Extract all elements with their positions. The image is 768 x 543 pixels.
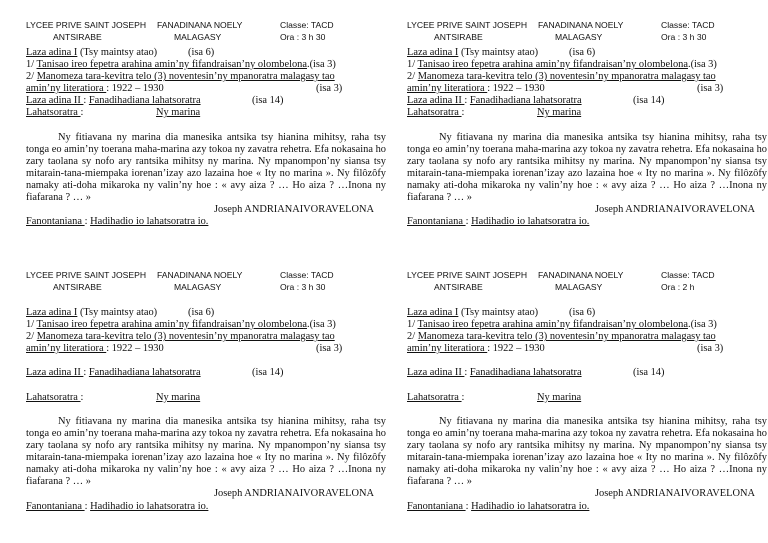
- exam-sheet-1: [26, 19, 386, 228]
- exam-name: FANADINANA NOELY: [538, 20, 624, 30]
- question-1: 1/ Tanisao ireo fepetra arahina amin’ny fifandraisan’ny olombelona.(isa 3): [407, 319, 717, 331]
- question-1: 1/ Tanisao ireo fepetra arahina amin’ny fifandraisan’ny olombelona.(isa 3): [26, 319, 336, 331]
- exam-country: MALAGASY: [555, 282, 603, 292]
- part1-heading: Laza adina I (Tsy maintsy atao) (isa 6): [407, 307, 596, 318]
- text-heading: Lahatsoratra : Ny marina: [26, 107, 201, 119]
- exam-class: Classe: TACD: [661, 270, 715, 280]
- question-2-cont: amin’ny literatiora : 1922 – 1930 (isa 3): [407, 83, 724, 95]
- exam-name: FANADINANA NOELY: [538, 270, 624, 280]
- sheet-header: [26, 19, 386, 47]
- school-town: ANTSIRABE: [53, 32, 102, 42]
- part1-title: Laza adina I: [26, 47, 78, 58]
- exam-duration: Ora : 2 h: [661, 282, 695, 292]
- part1-note: (Tsy maintsy atao): [77, 47, 158, 58]
- text-author: Joseph ANDRIANAIVORAVELONA: [595, 204, 755, 216]
- exam-name: FANADINANA NOELY: [157, 270, 243, 280]
- exam-class: Classe: TACD: [280, 20, 334, 30]
- instruction: Fanontaniana : Hadihadio io lahatsoratra io.: [407, 500, 590, 512]
- sheet-header: [26, 269, 386, 307]
- text-paragraph: Ny fitiavana ny marina dia manesika antsika tsy hianina mihitsy, raha tsy tonga eo amin’ny toerana maha-marina azy tokoa ny zavatra rehetra. Efa nokasaina ho zary taolana sy nofo ary rantsika mihitsy ny marina. Ny mpanompon’ny siansa tsy mitarain-tana-miempaka iorenan’izay azo lazaina hoe « Ity no marina ». Ny filôzôfy namaky ati-doha mikaroka ny valin’ny hoe : « avy aiza ? … Ho aiza ? …Inona ny fiafarana ? … »: [407, 131, 767, 204]
- text-paragraph: Ny fitiavana ny marina dia manesika antsika tsy hianina mihitsy, raha tsy tonga eo amin’ny toerana maha-marina azy tokoa ny zavatra rehetra. Efa nokasaina ho zary taolana sy nofo ary rantsika mihitsy ny marina. Ny mpanompon’ny siansa tsy mitarain-tana-miempaka iorenan’izay azo lazaina hoe « Ity no marina ». Ny filôzôfy namaky ati-doha mikaroka ny valin’ny hoe : « avy aiza ? … Ho aiza ? …Inona ny fiafarana ? … »: [26, 415, 386, 488]
- question-2: 2/ Manomeza tara-kevitra telo (3) noventesin’ny mpanoratra malagasy tao: [407, 331, 716, 343]
- question-1: 1/ Tanisao ireo fepetra arahina amin’ny fifandraisan’ny olombelona.(isa 3): [407, 59, 717, 71]
- sheet-header: [407, 269, 767, 307]
- school-town: ANTSIRABE: [434, 282, 483, 292]
- exam-duration: Ora : 3 h 30: [661, 32, 707, 42]
- part1-points: (isa 6): [188, 47, 215, 58]
- part2-heading: Laza adina II : Fanadihadiana lahatsoratra (isa 14): [407, 367, 665, 379]
- exam-name: FANADINANA NOELY: [157, 20, 243, 30]
- question-2-cont: amin’ny literatiora : 1922 – 1930 (isa 3): [26, 83, 343, 95]
- exam-class: Classe: TACD: [661, 20, 715, 30]
- sheet-header: [407, 19, 767, 47]
- school-name: LYCEE PRIVE SAINT JOSEPH: [26, 270, 147, 280]
- exam-class: Classe: TACD: [280, 270, 334, 280]
- question-2: 2/ Manomeza tara-kevitra telo (3) noventesin’ny mpanoratra malagasy tao: [26, 331, 335, 343]
- exam-country: MALAGASY: [174, 32, 222, 42]
- question-2-cont: amin’ny literatiora : 1922 – 1930 (isa 3): [407, 343, 724, 355]
- part1-heading: [26, 47, 386, 59]
- text-heading: Lahatsoratra : Ny marina: [407, 107, 582, 119]
- text-author: Joseph ANDRIANAIVORAVELONA: [595, 488, 755, 500]
- part1-heading: Laza adina I (Tsy maintsy atao) (isa 6): [407, 47, 596, 58]
- text-author: Joseph ANDRIANAIVORAVELONA: [214, 488, 374, 500]
- part2-heading: Laza adina II : Fanadihadiana lahatsoratra (isa 14): [26, 95, 284, 107]
- text-author: Joseph ANDRIANAIVORAVELONA: [214, 204, 374, 216]
- instruction: Fanontaniana : Hadihadio io lahatsoratra io.: [26, 216, 209, 228]
- text-heading: Lahatsoratra : Ny marina: [407, 391, 582, 403]
- text-paragraph: Ny fitiavana ny marina dia manesika antsika tsy hianina mihitsy, raha tsy tonga eo amin’ny toerana maha-marina azy tokoa ny zavatra rehetra. Efa nokasaina ho zary taolana sy nofo ary rantsika mihitsy ny marina. Ny mpanompon’ny siansa tsy mitarain-tana-miempaka iorenan’izay azo lazaina hoe « Ity no marina ». Ny filôzôfy namaky ati-doha mikaroka ny valin’ny hoe : « avy aiza ? … Ho aiza ? …Inona ny fiafarana ? … »: [26, 131, 386, 204]
- question-2-cont: amin’ny literatiora : 1922 – 1930 (isa 3): [26, 343, 343, 355]
- school-name: LYCEE PRIVE SAINT JOSEPH: [407, 270, 528, 280]
- text-heading: Lahatsoratra : Ny marina: [26, 391, 201, 403]
- exam-country: MALAGASY: [174, 282, 222, 292]
- exam-sheet-2: [407, 19, 767, 228]
- instruction: Fanontaniana : Hadihadio io lahatsoratra io.: [407, 216, 590, 228]
- exam-duration: Ora : 3 h 30: [280, 282, 326, 292]
- text-paragraph: Ny fitiavana ny marina dia manesika antsika tsy hianina mihitsy, raha tsy tonga eo amin’ny toerana maha-marina azy tokoa ny zavatra rehetra. Efa nokasaina ho zary taolana sy nofo ary rantsika mihitsy ny marina. Ny mpanompon’ny siansa tsy mitarain-tana-miempaka iorenan’izay azo lazaina hoe « Ity no marina ». Ny filôzôfy namaky ati-doha mikaroka ny valin’ny hoe : « avy aiza ? … Ho aiza ? …Inona ny fiafarana ? … »: [407, 415, 767, 488]
- school-town: ANTSIRABE: [53, 282, 102, 292]
- exam-sheet-4: [407, 269, 767, 513]
- school-name: LYCEE PRIVE SAINT JOSEPH: [407, 20, 528, 30]
- part2-heading: Laza adina II : Fanadihadiana lahatsoratra (isa 14): [407, 95, 665, 107]
- exam-sheet-3: [26, 269, 386, 513]
- school-town: ANTSIRABE: [434, 32, 483, 42]
- exam-duration: Ora : 3 h 30: [280, 32, 326, 42]
- exam-country: MALAGASY: [555, 32, 603, 42]
- question-2: 2/ Manomeza tara-kevitra telo (3) noventesin’ny mpanoratra malagasy tao: [407, 71, 716, 83]
- question-1: 1/ Tanisao ireo fepetra arahina amin’ny fifandraisan’ny olombelona.(isa 3): [26, 59, 336, 71]
- school-name: LYCEE PRIVE SAINT JOSEPH: [26, 20, 147, 30]
- instruction: Fanontaniana : Hadihadio io lahatsoratra io.: [26, 500, 209, 512]
- question-2: 2/ Manomeza tara-kevitra telo (3) noventesin’ny mpanoratra malagasy tao: [26, 71, 335, 83]
- part2-heading: Laza adina II : Fanadihadiana lahatsoratra (isa 14): [26, 367, 284, 379]
- part1-heading: Laza adina I (Tsy maintsy atao) (isa 6): [26, 307, 215, 318]
